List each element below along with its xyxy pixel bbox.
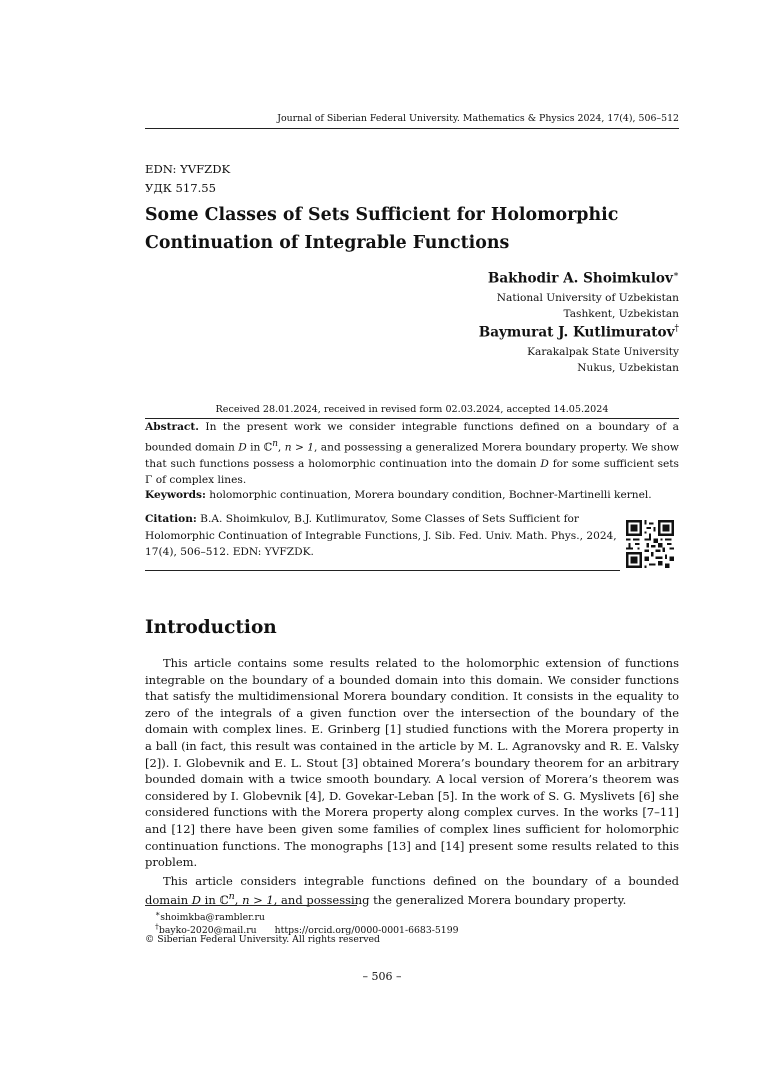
received-dates: Received 28.01.2024, received in revised form 02.03.2024, accepted 14.05.2024 xyxy=(215,404,609,415)
intro-paragraph-2 xyxy=(145,873,679,909)
keywords-label: Keywords: xyxy=(145,489,206,501)
citation-line-2: Holomorphic Continuation of Integrable Functions, J. Sib. Fed. Univ. Math. Phys., 2024, xyxy=(145,529,617,542)
citation-line-1: B.A. Shoimkulov, B.J. Kutlimuratov, Some Classes of Sets Sufficient for xyxy=(196,513,579,525)
abstract-math-n: n xyxy=(272,438,278,449)
keywords-text: holomorphic continuation, Morera boundary condition, Bochner-Martinelli kernel. xyxy=(205,489,652,501)
citation-label: Citation: xyxy=(145,513,197,525)
author-1-affiliation: National University of Uzbekistan xyxy=(496,292,679,304)
footnote-2-orcid-link[interactable]: https://orcid.org/0000-0001-6683-5199 xyxy=(274,925,459,937)
citation-line-3: 17(4), 506–512. EDN: YVFZDK. xyxy=(145,546,314,558)
footnote-1-mark: ∗ xyxy=(155,909,161,918)
keywords xyxy=(145,487,679,504)
abstract-text-b: in xyxy=(246,441,264,454)
header-rule xyxy=(145,128,679,129)
footnote-2-mark: † xyxy=(155,922,159,931)
introduction-body xyxy=(145,655,679,909)
abstract-text-d: , and possessing a generalized Morera boundary property. We show that such functions possess a holomorphic continuation into the domain xyxy=(145,441,679,470)
copyright-notice: © Siberian Federal University. All rights reserved xyxy=(145,934,380,945)
title-line-1: Some Classes of Sets Sufficient for Holomorphic xyxy=(145,205,619,225)
p2-math-n: n xyxy=(228,891,235,903)
author-1-mark: ∗ xyxy=(672,270,679,280)
p2-text-d: , and possessing the generalized Morera boundary property. xyxy=(273,893,627,908)
author-2-name: Baymurat J. Kutlimuratov xyxy=(478,324,675,341)
author-1-location: Tashkent, Uzbekistan xyxy=(563,308,679,320)
author-2 xyxy=(479,324,679,341)
abstract-text-c: , xyxy=(277,441,285,454)
intro-paragraph-1: This article contains some results related to the holomorphic extension of functions integrable on the boundary of a bounded domain into this domain. We consider functions that satisfy the multidimensional Morera boundary condition. It consists in the equality to zero of the integrals of a given function over the intersection of the boundary of the domain with complex lines. E. Grinberg [1] studied functions with the Morera property in a ball (in fact, this result was contained in the article by M. L. Agranovsky and R. E. Valsky [2]). I. Globevnik and E. L. Stout [3] obtained Morera’s boundary theorem for an arbitrary bounded domain with a twice smooth boundary. A local version of Morera’s theorem was considered by I. Globevnik [4], D. Govekar-Leban [5]. In the work of S. G. Myslivets [6] she considered functions with the Morera property along complex curves. In the works [7–11] and [12] there have been given some families of complex lines sufficient for holomorphic continuation functions. The monographs [13] and [14] present some results related to this problem. xyxy=(145,656,679,870)
abstract-math-d: D xyxy=(238,441,247,454)
p2-text-c: , xyxy=(234,893,243,908)
p2-math-d: D xyxy=(191,893,202,908)
p2-math-ngt: n > 1 xyxy=(242,893,274,908)
author-2-location: Nukus, Uzbekistan xyxy=(577,362,679,374)
journal-header: Journal of Siberian Federal University. Mathematics & Physics 2024, 17(4), 506–512 xyxy=(277,113,679,124)
abstract-math-c: ℂ xyxy=(263,441,273,454)
abstract-text-a: In the present work we consider integrable functions defined on a boundary of a bounded domain xyxy=(145,421,679,454)
author-1 xyxy=(488,270,679,287)
paper-title xyxy=(145,201,665,257)
author-2-mark: † xyxy=(674,324,679,334)
abstract-math-d2: D xyxy=(540,457,549,470)
citation-bottom-rule xyxy=(145,570,620,571)
page-number: – 506 – xyxy=(362,970,402,983)
qr-code[interactable] xyxy=(626,520,674,568)
citation xyxy=(145,511,620,561)
p2-text-a: This article considers integrable functions defined on the boundary of a bounded domain xyxy=(145,873,679,908)
udk-code: УДК 517.55 xyxy=(145,181,217,195)
abstract-math-ngt: n > 1 xyxy=(284,441,315,454)
abstract xyxy=(145,419,679,489)
author-1-name: Bakhodir A. Shoimkulov xyxy=(487,270,673,287)
footnote-rule xyxy=(145,905,357,906)
section-heading-introduction: Introduction xyxy=(145,617,277,638)
p2-math-c: ℂ xyxy=(219,893,229,908)
footnote-2-email[interactable]: bayko-2020@mail.ru xyxy=(158,925,257,937)
edn-code: EDN: YVFZDK xyxy=(145,162,231,176)
abstract-label: Abstract. xyxy=(145,421,199,433)
title-line-2: Continuation of Integrable Functions xyxy=(145,233,510,253)
p2-text-b: in xyxy=(201,893,220,908)
abstract-text-e: for some sufficient sets Γ of complex lines. xyxy=(145,457,679,487)
footnote-1-email[interactable]: shoimkba@rambler.ru xyxy=(160,912,265,924)
author-2-affiliation: Karakalpak State University xyxy=(527,346,679,358)
